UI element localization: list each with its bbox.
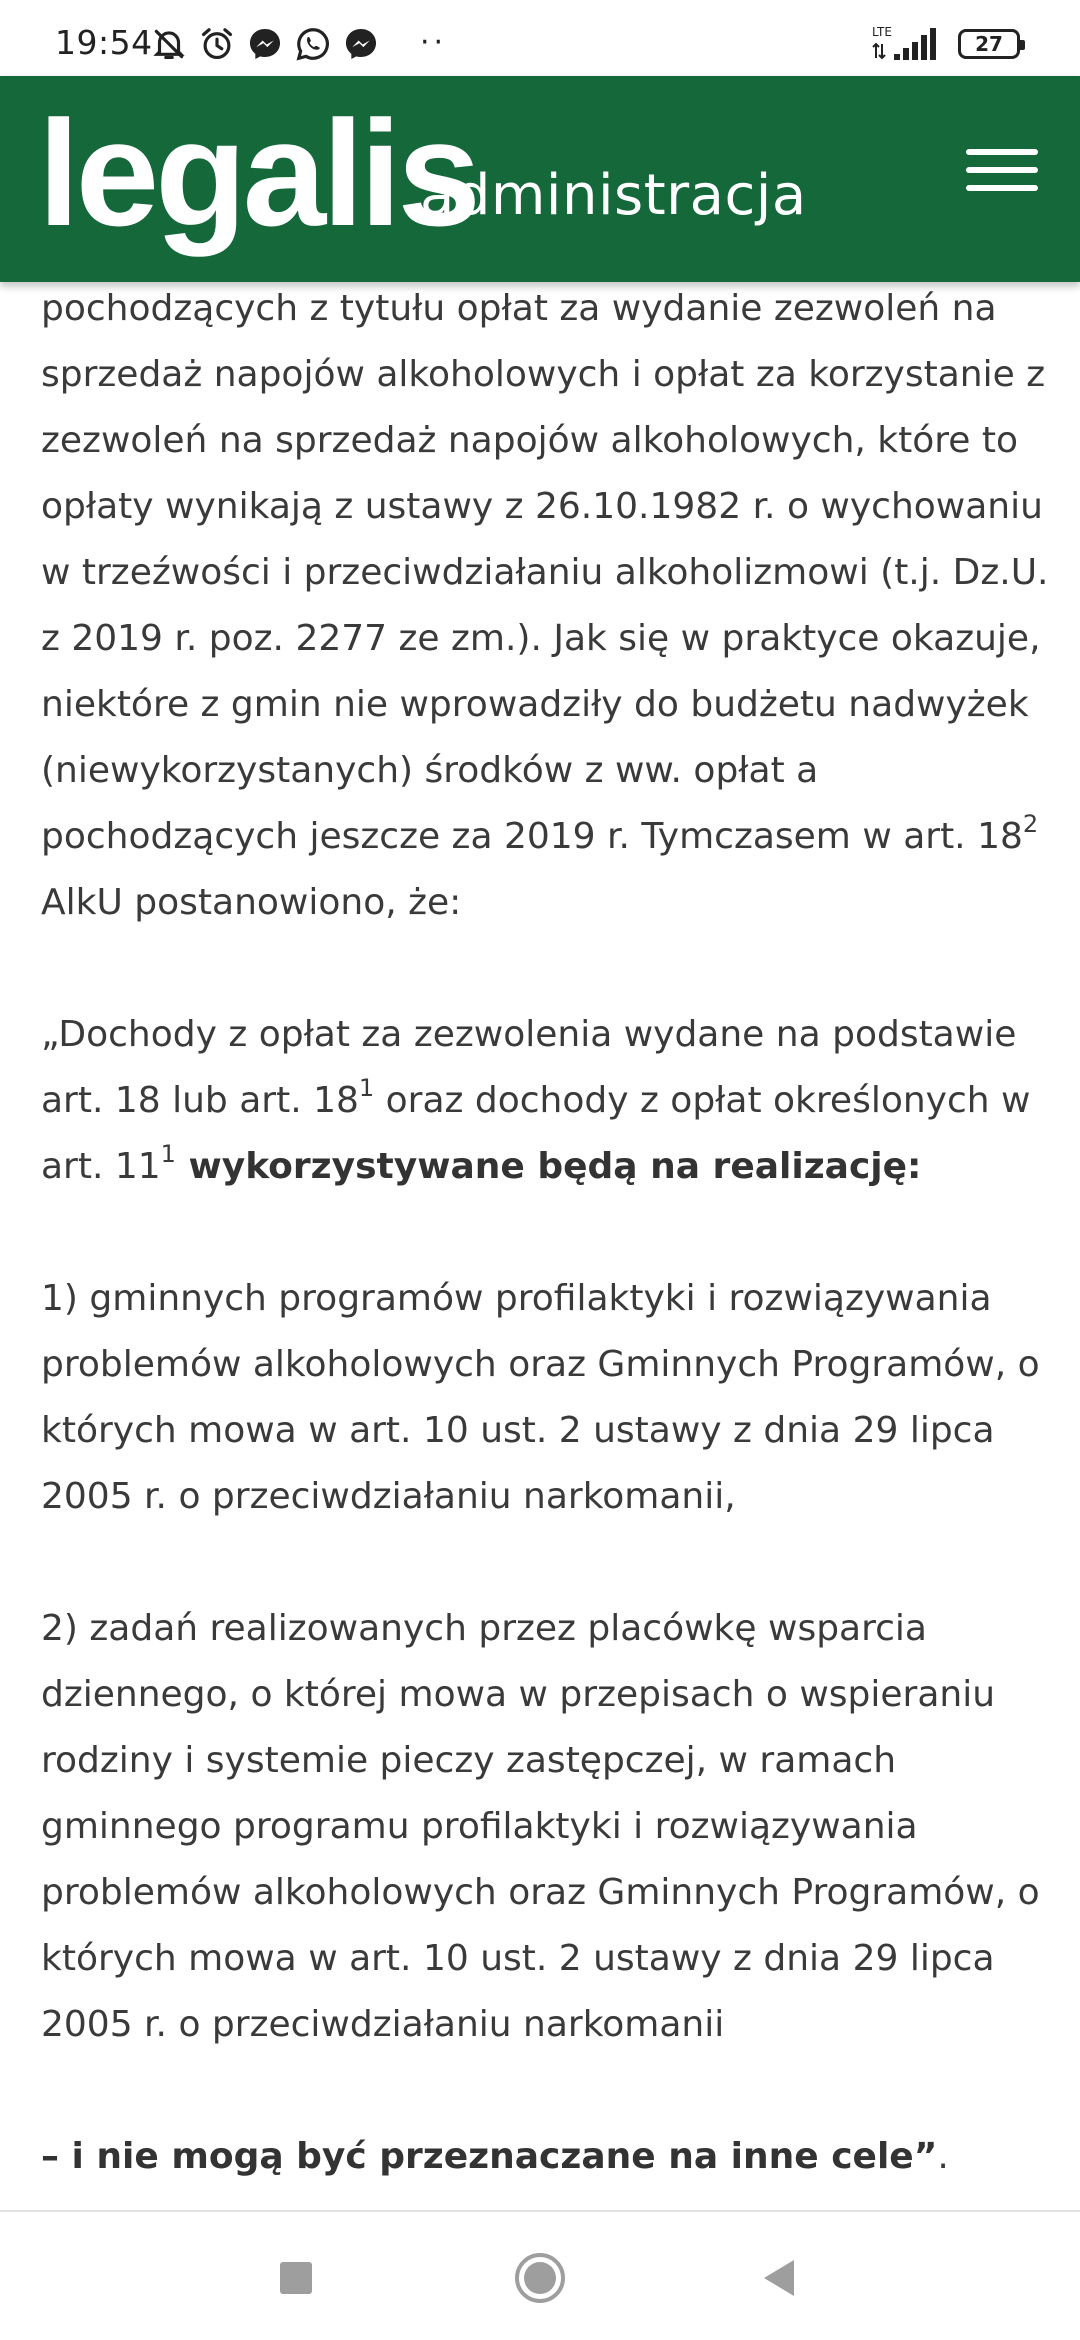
navigation-bar (0, 2210, 1080, 2340)
provision-item-2: 2) zadań realizowanych przez placówkę wsparcia dziennego, o której mowa w przepisach o wspieraniu rodziny i systemie pieczy zastępczej, w ramach gminnego programu profilaktyki i rozwiązywania problemów alkoholowych oraz Gminnych Programów, o których mowa w art. 10 ust. 2 ustawy z dnia 29 lipca 2005 r. o przeciwdziałaniu narkomanii (41, 1608, 1040, 2045)
paragraph-text: pochodzących z tytułu opłat za wydanie zezwoleń na sprzedaż napojów alkoholowych i opłat za korzystanie z zezwoleń na sprzedaż napojów alkoholowych, które to opłaty wynikają z ustawy z 26.10.1982 r. o wychowaniu w trzeźwości i przeciwdziałaniu alkoholizmowi (t.j. Dz.U. z 2019 r. poz. 2277 ze zm.). Jak się w praktyce okazuje, niektóre z gmin nie wprowadziły do budżetu nadwyżek (niewykorzystanych) środków z ww. opłat a pochodzących jeszcze za 2019 r. Tymczasem w art. 18 (41, 288, 1049, 857)
battery-level: 27 (975, 32, 1003, 56)
more-notifications-indicator: ·· (420, 25, 448, 60)
logo-subtitle: administracja (420, 163, 807, 228)
menu-bar (966, 149, 1038, 155)
back-icon[interactable] (750, 2248, 810, 2308)
quote-bold-text: wykorzystywane będą na realizację: (175, 1146, 922, 1187)
quote-text: oraz dochody z opłat określonych w art. 11 (41, 1080, 1031, 1187)
whatsapp-icon (294, 25, 332, 63)
superscript: 1 (358, 1074, 375, 1102)
menu-bar (966, 167, 1038, 173)
menu-bar (966, 185, 1038, 191)
closing-bold-text: – i nie mogą być przeznaczane na inne cele” (41, 2136, 938, 2177)
legalis-logo[interactable]: legalis (38, 89, 477, 257)
lte-signal-icon (872, 24, 944, 64)
article-paragraph (41, 276, 1051, 936)
network-type-label: LTE (872, 25, 892, 39)
hamburger-menu-icon[interactable] (966, 134, 1038, 206)
mute-alarm-icon (150, 25, 188, 63)
alarm-clock-icon (198, 25, 236, 63)
superscript: 1 (160, 1140, 176, 1168)
recents-icon[interactable] (266, 2248, 326, 2308)
superscript: 2 (1022, 810, 1039, 838)
home-icon[interactable] (510, 2248, 570, 2308)
paragraph-text: AlkU postanowiono, że: (41, 882, 462, 923)
provision-item-1: 1) gminnych programów profilaktyki i rozwiązywania problemów alkoholowych oraz Gminnych Programów, o których mowa w art. 10 ust. 2 ustawy z dnia 29 lipca 2005 r. o przeciwdziałaniu narkomanii, (41, 1278, 1040, 1517)
messenger-icon (246, 25, 284, 63)
article-body (41, 282, 1051, 2190)
battery-indicator (958, 29, 1020, 59)
closing-punctuation: . (937, 2136, 949, 2177)
status-notification-icons (150, 24, 380, 64)
messenger-icon (342, 25, 380, 63)
quote-text: „Dochody z opłat za zezwolenia wydane na podstawie art. 18 lub art. 18 (41, 1014, 1017, 1121)
app-header (0, 76, 1080, 282)
status-system-icons (872, 22, 1020, 66)
quoted-provision (41, 1002, 1051, 1200)
status-time: 19:54 (55, 23, 153, 62)
closing-statement (41, 2124, 1051, 2190)
status-bar (0, 0, 1080, 76)
